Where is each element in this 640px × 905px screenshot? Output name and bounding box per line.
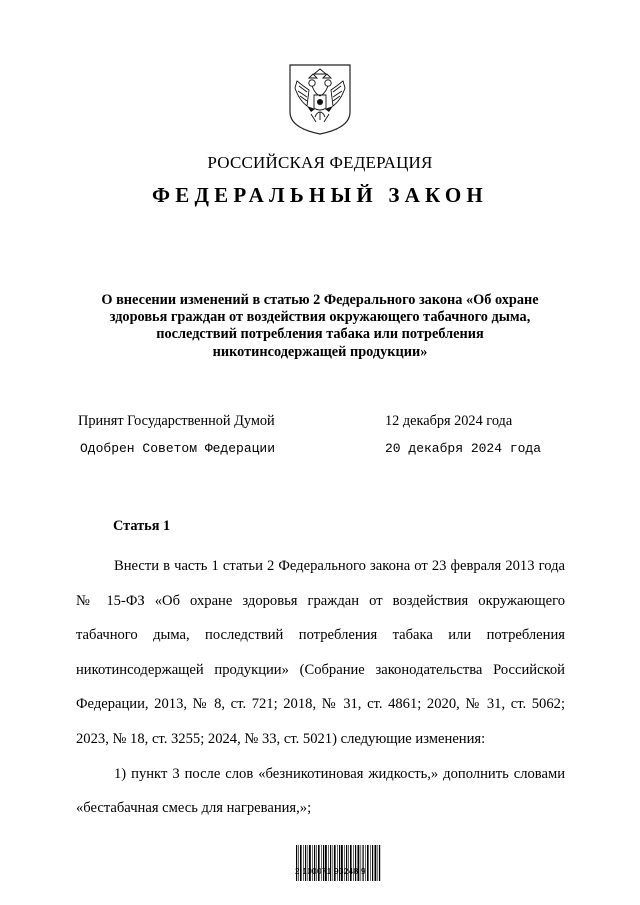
law-type: ФЕДЕРАЛЬНЫЙ ЗАКОН (152, 183, 488, 207)
russian-coat-of-arms-icon (287, 62, 353, 136)
duma-adoption-date: 12 декабря 2024 года (385, 413, 513, 429)
law-title-line: О внесении изменений в статью 2 Федерального закона «Об охране (101, 292, 539, 308)
barcode-number: 2 100071 93248 9 (295, 867, 366, 876)
law-title (80, 292, 560, 361)
article-paragraph: Внести в часть 1 статьи 2 Федерального закона от 23 февраля 2013 года № 15-ФЗ «Об охране здоровья граждан от воздействия окружающего табачного дыма, последствий потребления табака или потребления никотинсодержащей продукции» (Собрание законодательства Российской Федерации, 2013, № 8, ст. 721; 2018, № 31, ст. 4861; 2020, № 31, ст. 5062; 2023, № 18, ст. 3255; 2024, № 33, ст. 5021) следующие изменения: (76, 558, 565, 747)
article-body (76, 549, 565, 826)
council-approval-date: 20 декабря 2024 года (385, 441, 542, 456)
law-title-line: последствий потребления табака или потребления (156, 326, 484, 343)
article-paragraph: 1) пункт 3 после слов «безникотиновая жидкость,» дополнить словами «бестабачная смесь для нагревания,»; (76, 765, 565, 817)
article-heading: Статья 1 (113, 518, 171, 534)
council-approval-label: Одобрен Советом Федерации (80, 441, 276, 456)
country-name: РОССИЙСКАЯ ФЕДЕРАЦИЯ (207, 153, 433, 172)
law-title-line: никотинсодержащей продукции» (212, 343, 428, 360)
law-title-line: здоровья граждан от воздействия окружающего табачного дыма, (109, 309, 531, 326)
duma-adoption-label: Принят Государственной Думой (78, 413, 275, 429)
